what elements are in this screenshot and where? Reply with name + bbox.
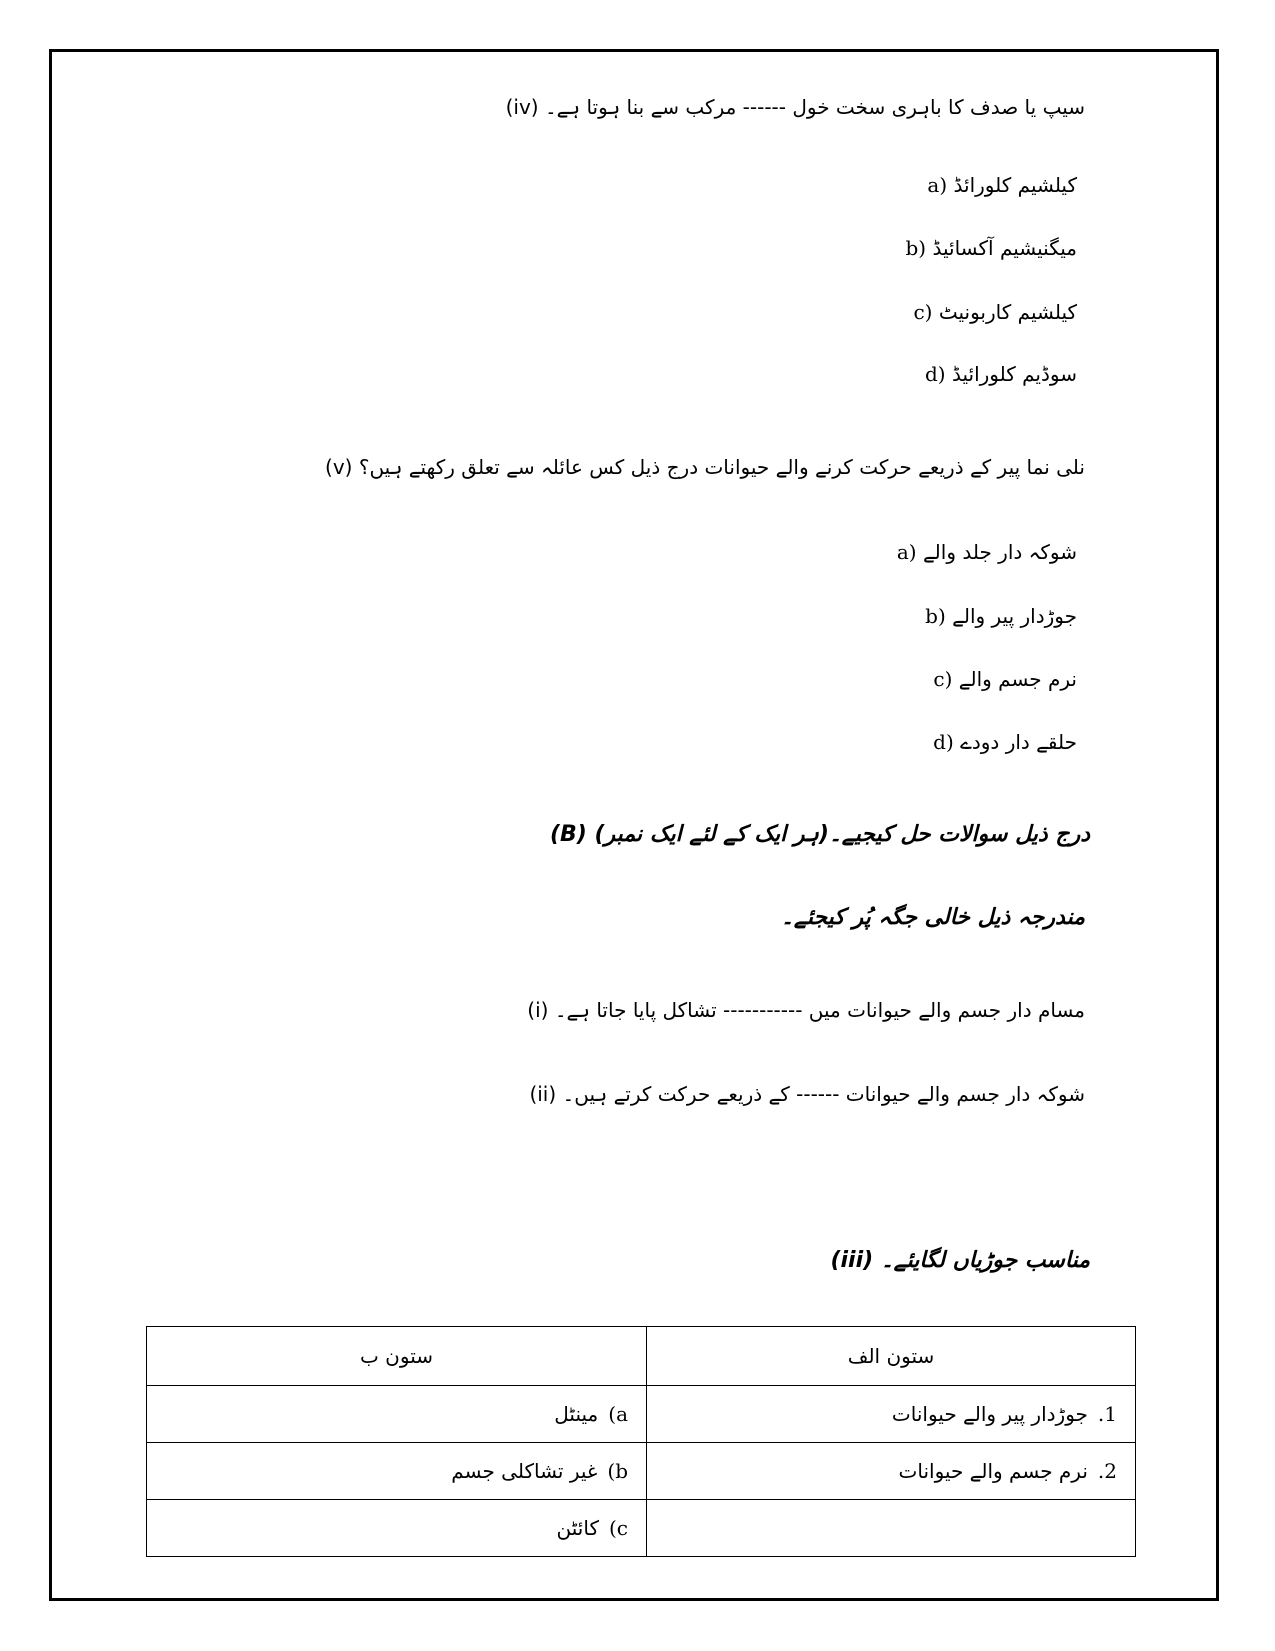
option-label: شوکہ دار جلد والے <box>922 540 1077 564</box>
option-marker: c) <box>933 667 953 691</box>
cell-label: جوڑدار پیر والے حیوانات <box>891 1402 1088 1426</box>
option-label: حلقے دار دودے <box>960 730 1077 754</box>
row-letter: c) <box>608 1516 628 1540</box>
cell-label: نرم جسم والے حیوانات <box>898 1459 1088 1483</box>
row-number: 2. <box>1097 1459 1117 1483</box>
column-b-cell <box>147 1500 647 1557</box>
option-label: نرم جسم والے <box>958 667 1077 691</box>
q4-option-b[interactable] <box>906 236 1078 260</box>
column-a-cell <box>647 1386 1136 1443</box>
cell-label: مینٹل <box>554 1402 599 1426</box>
table-row <box>147 1386 1136 1443</box>
cell-label: غیر تشاکلی جسم <box>451 1459 598 1483</box>
row-number: 1. <box>1097 1402 1117 1426</box>
option-marker: a) <box>896 540 917 564</box>
match-table <box>146 1326 1136 1557</box>
q4-option-c[interactable] <box>913 300 1077 324</box>
option-marker: d) <box>933 730 954 754</box>
q5-option-b[interactable] <box>925 604 1077 628</box>
column-b-cell <box>147 1386 647 1443</box>
column-b-cell <box>147 1443 647 1500</box>
row-letter: a) <box>608 1402 628 1426</box>
question-iv: (iv) سیپ یا صدف کا باہری سخت خول ------ مرکب سے بنا ہوتا ہے۔ <box>505 95 1085 119</box>
column-a-cell <box>647 1443 1136 1500</box>
q5-option-d[interactable] <box>933 730 1077 754</box>
option-label: کیلشیم کاربونیٹ <box>938 300 1077 324</box>
column-b-header: ستون ب <box>147 1327 647 1386</box>
table-row <box>147 1500 1136 1557</box>
match-heading: (iii) مناسب جوڑیاں لگایئے۔ <box>830 1248 1090 1273</box>
q4-option-d[interactable] <box>925 362 1077 386</box>
option-marker: a) <box>927 173 948 197</box>
question-v: (v) نلی نما پیر کے ذریعے حرکت کرنے والے حیوانات درج ذیل کس عائلہ سے تعلق رکھتے ہیں؟ <box>325 455 1085 479</box>
section-b-heading: (B) درج ذیل سوالات حل کیجیے۔(ہر ایک کے لئے ایک نمبر) <box>549 822 1090 847</box>
row-letter: b) <box>607 1459 628 1483</box>
option-marker: d) <box>925 362 946 386</box>
cell-label: کائٹن <box>556 1516 599 1540</box>
q5-option-a[interactable] <box>897 540 1077 564</box>
table-row <box>147 1443 1136 1500</box>
option-marker: b) <box>925 604 946 628</box>
column-a-header: ستون الف <box>647 1327 1136 1386</box>
option-label: کیلشیم کلورائڈ <box>953 173 1077 197</box>
option-label: میگنیشیم آکسائیڈ <box>932 236 1077 260</box>
option-marker: b) <box>905 236 927 260</box>
q5-option-c[interactable] <box>933 667 1077 691</box>
option-marker: c) <box>913 300 933 324</box>
q4-option-a[interactable] <box>927 173 1077 197</box>
column-a-cell <box>647 1500 1136 1557</box>
fill-item-ii: (ii) شوکہ دار جسم والے حیوانات ------ کے ذریعے حرکت کرتے ہیں۔ <box>529 1082 1085 1106</box>
option-label: سوڈیم کلورائیڈ <box>951 362 1077 386</box>
fill-in-blanks-heading: مندرجہ ذیل خالی جگہ پُر کیجئے۔ <box>781 905 1085 930</box>
fill-item-i: (i) مسام دار جسم والے حیوانات میں ----------- تشاکل پایا جاتا ہے۔ <box>527 998 1085 1022</box>
table-header-row <box>147 1327 1136 1386</box>
option-label: جوڑدار پیر والے <box>952 604 1077 628</box>
